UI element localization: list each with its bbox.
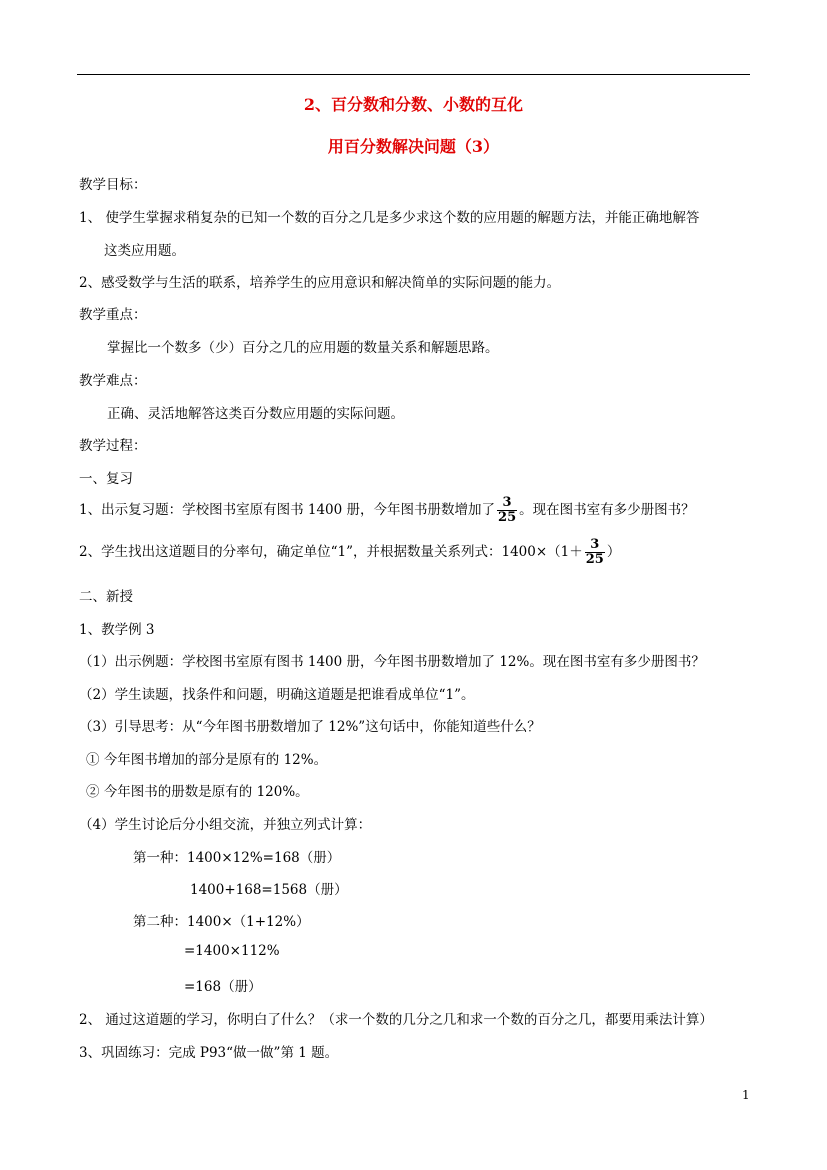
new-lesson-heading: 二、新授 xyxy=(79,589,133,605)
example-step-3-point-b: ② 今年图书的册数是原有的 120%。 xyxy=(86,784,309,800)
fraction-numerator: 3 xyxy=(590,537,600,552)
example-step-3: （3）引导思考：从“今年图书册数增加了 12%”这句话中，你能知道些什么？ xyxy=(79,719,541,735)
review-1-text-after: 。现在图书室有多少册图书？ xyxy=(519,502,695,518)
example-step-2: （2）学生读题，找条件和问题，明确这道题是把谁看成单位“1”。 xyxy=(79,687,475,703)
header-rule xyxy=(77,74,750,75)
calc-method-2-line-3: =168（册） xyxy=(184,979,262,995)
review-question-1 xyxy=(79,496,695,525)
summary-point-3: 3、巩固练习：完成 P93“做一做”第 1 题。 xyxy=(79,1045,339,1061)
review-2-text-after: ） xyxy=(606,544,621,560)
example-heading: 1、教学例 3 xyxy=(79,622,155,638)
review-2-text-before: 2、学生找出这道题目的分率句，确定单位“1”，并根据数量关系列式：1400×（1＋ xyxy=(79,544,583,560)
example-step-4: （4）学生讨论后分小组交流，并独立列式计算： xyxy=(79,817,372,833)
example-step-3-point-a: ① 今年图书增加的部分是原有的 12%。 xyxy=(86,752,328,768)
goal-1-line-2: 这类应用题。 xyxy=(104,243,185,259)
calc-method-1-line-2: 1400+168=1568（册） xyxy=(190,882,348,898)
goal-1-line-1: 1、 使学生掌握求稍复杂的已知一个数的百分之几是多少求这个数的应用题的解题方法，并能正确地解答 xyxy=(79,210,700,226)
fraction-denominator: 25 xyxy=(498,510,517,525)
fraction-denominator: 25 xyxy=(585,552,604,567)
difficulty-text: 正确、灵活地解答这类百分数应用题的实际问题。 xyxy=(107,406,404,422)
example-step-1: （1）出示例题：学校图书室原有图书 1400 册，今年图书册数增加了 12%。现在图书室有多少册图书？ xyxy=(79,654,705,670)
calc-method-1-line-1: 第一种：1400×12%=168（册） xyxy=(133,850,341,866)
process-heading: 教学过程： xyxy=(79,438,147,454)
key-heading: 教学重点： xyxy=(79,307,147,323)
page-subtitle: 用百分数解决问题（3） xyxy=(327,137,500,156)
goal-2: 2、感受数学与生活的联系，培养学生的应用意识和解决简单的实际问题的能力。 xyxy=(79,275,561,291)
summary-point-2: 2、 通过这道题的学习，你明白了什么？（求一个数的几分之几和求一个数的百分之几，都要用乘法计算） xyxy=(79,1012,713,1028)
calc-method-2-line-1: 第二种：1400×（1+12%） xyxy=(133,914,310,930)
page-number: 1 xyxy=(742,1088,750,1102)
key-text: 掌握比一个数多（少）百分之几的应用题的数量关系和解题思路。 xyxy=(107,340,499,356)
review-heading: 一、复习 xyxy=(79,471,133,487)
fraction-numerator: 3 xyxy=(502,495,512,510)
page-title: 2、百分数和分数、小数的互化 xyxy=(303,95,524,114)
review-1-text-before: 1、出示复习题：学校图书室原有图书 1400 册，今年图书册数增加了 xyxy=(79,502,496,518)
fraction xyxy=(585,538,605,567)
difficulty-heading: 教学难点： xyxy=(79,373,147,389)
goals-heading: 教学目标： xyxy=(79,177,147,193)
fraction xyxy=(497,496,517,525)
review-question-2 xyxy=(79,538,620,567)
calc-method-2-line-2: =1400×112% xyxy=(184,943,280,959)
